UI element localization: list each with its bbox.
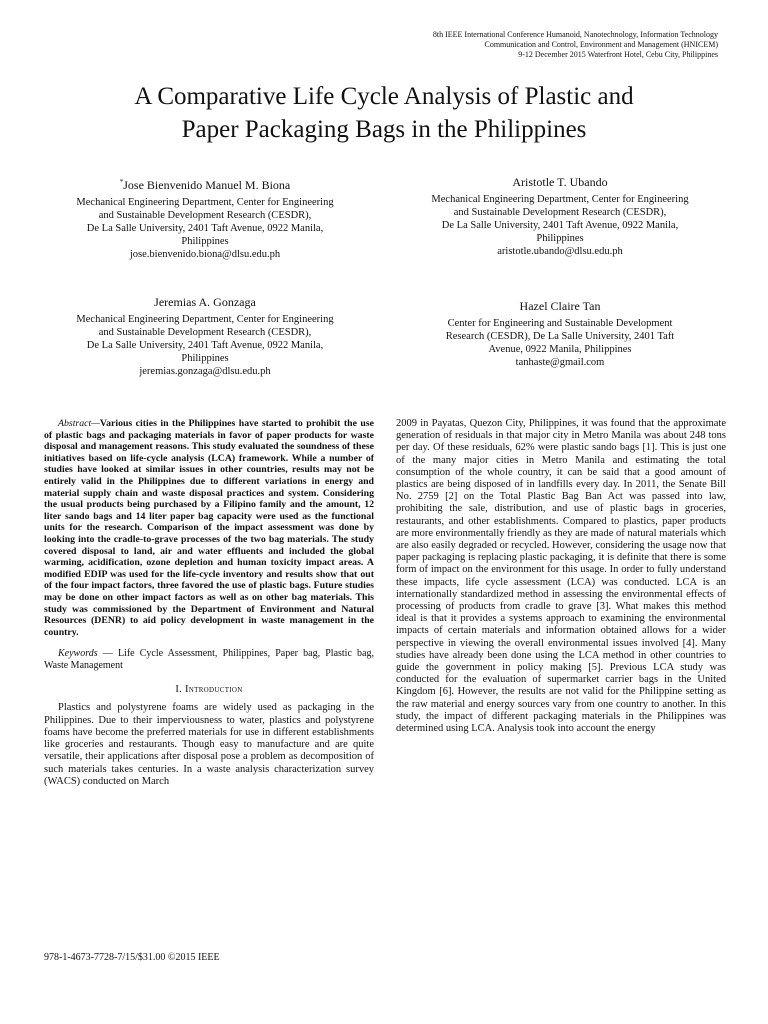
author-affiliation: Mechanical Engineering Department, Center for Engineering — [76, 314, 334, 325]
conference-line-3: 9-12 December 2015 Waterfront Hotel, Cebu City, Philippines — [518, 50, 718, 59]
author-block-tan — [390, 298, 730, 369]
paper-title — [40, 80, 728, 146]
author-affiliation: and Sustainable Development Research (CESDR), — [98, 327, 312, 338]
author-name: Hazel Claire Tan — [519, 299, 601, 313]
abstract-lead: Abstract— — [58, 418, 100, 429]
author-name: *Jose Bienvenido Manuel M. Biona — [119, 178, 291, 192]
abstract — [44, 418, 374, 638]
title-line-2: Paper Packaging Bags in the Philippines — [181, 116, 587, 143]
author-block-ubando — [390, 174, 730, 258]
author-name: Jeremias A. Gonzaga — [154, 295, 256, 309]
author-email: aristotle.ubando@dlsu.edu.ph — [497, 246, 623, 257]
copyright-footer: 978-1-4673-7728-7/15/$31.00 ©2015 IEEE — [44, 952, 220, 963]
author-affiliation: De La Salle University, 2401 Taft Avenue, 0922 Manila, — [86, 340, 324, 351]
author-email: jose.bienvenido.biona@dlsu.edu.ph — [129, 249, 281, 260]
author-affiliation: Avenue, 0922 Manila, Philippines — [488, 344, 632, 355]
abstract-text: Various cities in the Philippines have started to prohibit the use of plastic bags and packaging materials in favor of paper products for waste disposal and management reasons. This study evaluated the soundness of these initiatives based on life-cycle analysis (LCA) framework. While a number of studies have looked at similar issues in other countries, results may not be entirely valid in the Philippines due to different variations in energy and material supply chain and waste disposal practices and system. Considering the usual products being purchased by a Filipino family and the amount, 12 liter sando bags and 14 liter paper bag capacity were used as the functional units for the research. Comparison of the impact assessment was done by looking into the cradle-to-grave processes of the two bag materials. The study covered disposal to land, air and water effluents and included the global warming, acidification, ozone depletion and human toxicity impact areas. A modified EDIP was used for the life-cycle inventory and results show that out of the four impact factors, three favored the use of plastic bags. Future studies may be done on other impact factors as well as on other bag materials. This study was commissioned by the Department of Environment and Natural Resources (DENR) to aid policy development in waste management in the country. — [44, 418, 374, 638]
author-affiliation: Mechanical Engineering Department, Center for Engineering — [76, 197, 334, 208]
author-affiliation: and Sustainable Development Research (CESDR), — [98, 210, 312, 221]
keywords-text: — Life Cycle Assessment, Philippines, Paper bag, Plastic bag, Waste Management — [44, 648, 374, 672]
author-affiliation: Philippines — [536, 233, 584, 244]
right-column — [396, 418, 726, 735]
author-affiliation: Research (CESDR), De La Salle University, 2401 Taft — [445, 331, 675, 342]
author-affiliation: De La Salle University, 2401 Taft Avenue, 0922 Manila, — [86, 223, 324, 234]
title-line-1: A Comparative Life Cycle Analysis of Plastic and — [134, 83, 634, 110]
section-heading: I. Introduction — [175, 684, 243, 696]
author-affiliation: Philippines — [181, 236, 229, 247]
author-email: tanhaste@gmail.com — [515, 357, 605, 368]
author-name: Aristotle T. Ubando — [512, 175, 608, 189]
conference-header — [298, 30, 718, 60]
author-block-gonzaga — [35, 294, 375, 378]
corresponding-mark: * — [119, 178, 124, 186]
author-affiliation: De La Salle University, 2401 Taft Avenue, 0922 Manila, — [441, 220, 679, 231]
keywords-lead: Keywords — [58, 648, 98, 660]
author-affiliation: and Sustainable Development Research (CESDR), — [453, 207, 667, 218]
left-column — [44, 418, 374, 788]
conference-line-2: Communication and Control, Environment and Management (HNICEM) — [484, 40, 718, 49]
author-email: jeremias.gonzaga@dlsu.edu.ph — [139, 366, 271, 377]
intro-paragraph-1: Plastics and polystyrene foams are widely used as packaging in the Philippines. Due to their imperviousness to water, plastics and polystyrene foams have become the preferred materials for use in different establishments like groceries and restaurants. Though easy to manufacture and are quite versatile, their applications after disposal pose a problem as decomposition of such materials takes centuries. In a waste analysis characterization survey (WACS) conducted on March — [44, 702, 374, 787]
author-affiliation: Center for Engineering and Sustainable Development — [447, 318, 673, 329]
author-affiliation: Philippines — [181, 353, 229, 364]
keywords — [44, 648, 374, 672]
author-affiliation: Mechanical Engineering Department, Center for Engineering — [431, 194, 689, 205]
intro-paragraph-2: 2009 in Payatas, Quezon City, Philippines, it was found that the approximate generation of residuals in that major city in Metro Manila was about 248 tons per day. Of these residuals, 62% were plastic sando bags [1]. This is just one of the many major cities in Metro Manila and estimating the total consumption of the whole country, it can be said that a good amount of plastics are being disposed of in landfills every day. In 2011, the Senate Bill No. 2759 [2] on the Total Plastic Bag Ban Act was passed into law, prohibiting the sale, distribution, and use of plastic bags in groceries, restaurants, and other establishments. Compared to plastics, paper products are more environmentally friendly as they are made of natural materials which are also easily degraded or recycled. However, considering the usage now that paper packaging is replacing plastic packaging, it is definite that there is some form of impact on the environment for this usage. In order to fully understand these impacts, life cycle assessment (LCA) was conducted. LCA is an internationally standardized method in assessing the environmental effects of processing of products from cradle to grave [3]. What makes this method ideal is that it provides a systems approach to examining the environmental impacts of certain materials and information obtained allows for a wider perspective in viewing the overall environmental issues involved [4]. Many studies have already been done using the LCA method in other countries to guide the government in policy making [5]. Previous LCA study was conducted for the evaluation of supermarket carrier bags in the United Kingdom [6]. However, the results are not valid for the Philippine setting as the raw material and energy sources vary from one country to another. In this study, the impact of different packaging materials in the Philippines was determined using LCA. Analysis took into account the energy — [396, 418, 726, 735]
author-block-biona — [35, 174, 375, 261]
conference-line-1: 8th IEEE International Conference Humanoid, Nanotechnology, Information Technology — [432, 30, 718, 39]
